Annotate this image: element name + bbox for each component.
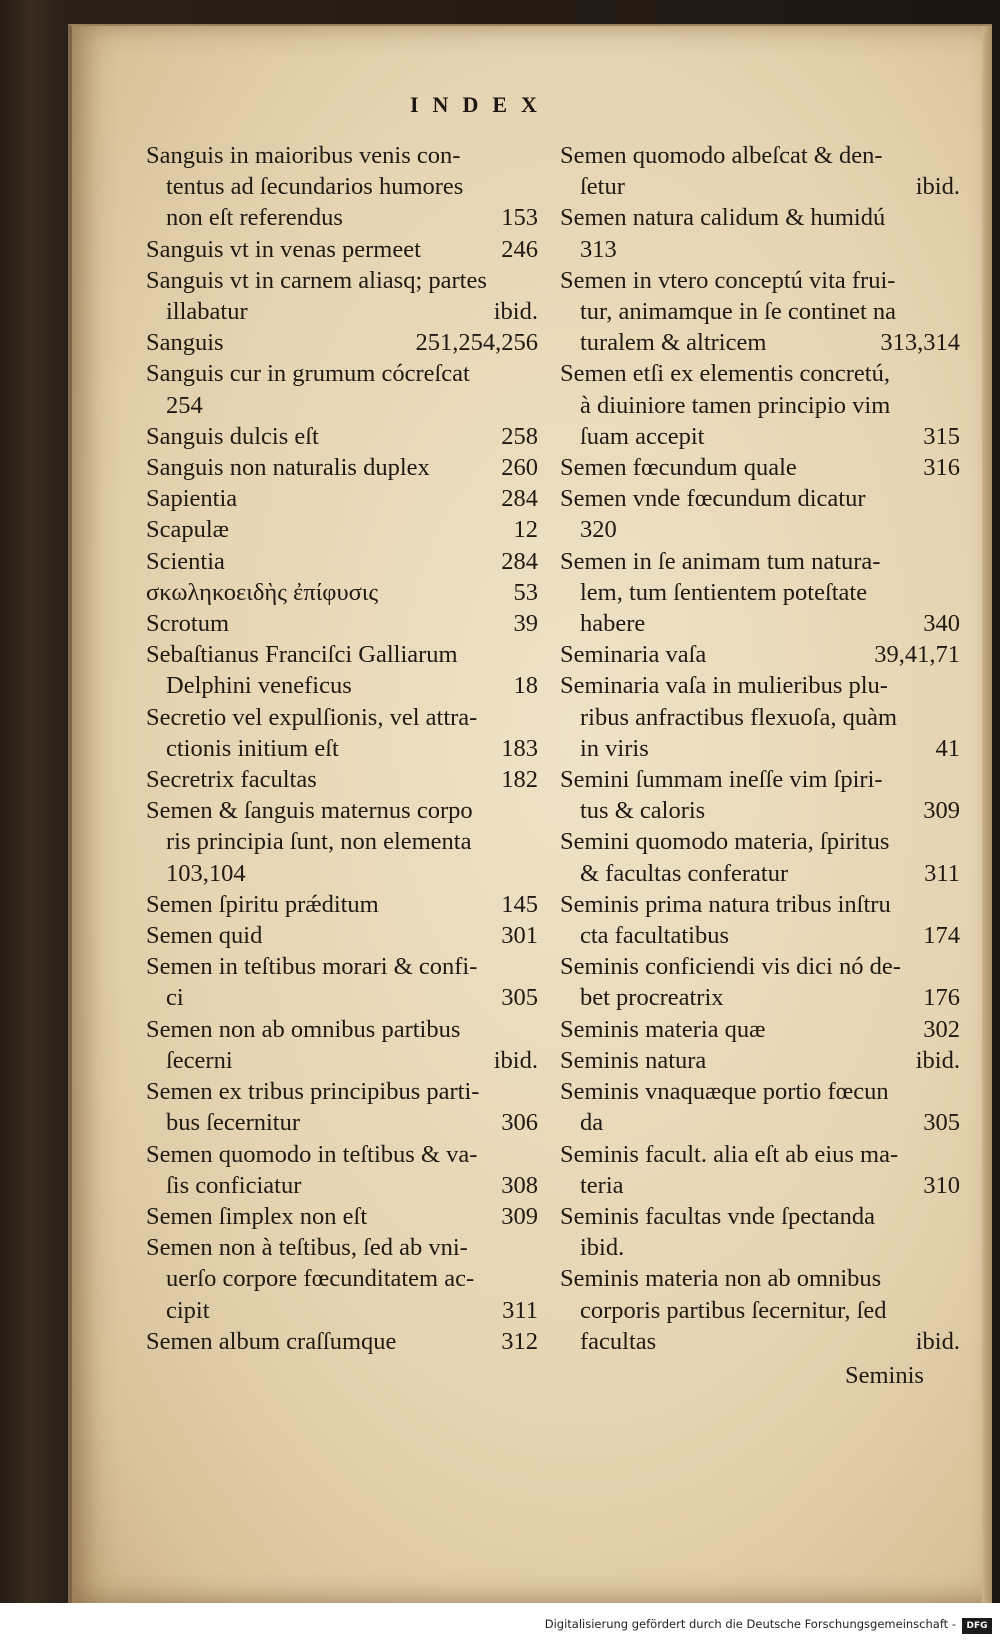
index-line bbox=[146, 1014, 538, 1045]
index-line bbox=[560, 920, 960, 951]
page-reference: 305 bbox=[923, 1109, 960, 1137]
entry-text: 254 bbox=[166, 391, 203, 419]
index-line bbox=[560, 733, 960, 764]
index-entry bbox=[560, 639, 960, 670]
entry-text: uerſo corpore fœcunditatem ac- bbox=[166, 1265, 475, 1293]
index-entry bbox=[560, 202, 960, 264]
index-entry bbox=[146, 1139, 538, 1201]
index-line bbox=[146, 140, 538, 171]
index-entry bbox=[146, 483, 538, 514]
entry-text: Scapulæ bbox=[146, 516, 230, 544]
entry-text: Semen quomodo albeſcat & den- bbox=[560, 142, 883, 169]
page-reference bbox=[528, 639, 538, 670]
running-head: INDEX bbox=[410, 92, 551, 117]
entry-text: Sanguis bbox=[146, 329, 224, 357]
index-line bbox=[560, 577, 960, 608]
page-reference: 308 bbox=[501, 1171, 538, 1199]
entry-text: ctionis initium eſt bbox=[166, 734, 339, 762]
index-entry bbox=[560, 670, 960, 764]
index-entry bbox=[560, 951, 960, 1013]
footer-credit: Digitalisierung gefördert durch die Deutsche Forschungsgemeinschaft - bbox=[544, 1617, 956, 1631]
page-reference bbox=[950, 577, 960, 608]
entry-text: Sanguis in maioribus venis con- bbox=[146, 142, 461, 169]
entry-text: Semen quid bbox=[146, 922, 263, 950]
page-reference: 53 bbox=[513, 578, 538, 606]
entry-text: ſuam accepit bbox=[580, 422, 705, 450]
entry-text: Secretio vel expulſionis, vel attra- bbox=[146, 703, 478, 731]
entry-text: Seminis vnaquæque portio fœcun bbox=[560, 1078, 889, 1106]
page-reference: 12 bbox=[513, 516, 538, 544]
index-entry bbox=[146, 1326, 538, 1357]
index-line bbox=[146, 920, 538, 951]
index-entry bbox=[560, 764, 960, 826]
index-entry bbox=[146, 920, 538, 951]
index-column-right bbox=[560, 140, 960, 1357]
index-line bbox=[560, 1326, 960, 1357]
entry-text: Seminaria vaſa in mulieribus plu- bbox=[560, 672, 888, 700]
page-reference bbox=[528, 702, 538, 733]
entry-text: ibid. bbox=[580, 1234, 625, 1262]
entry-text: Semen quomodo in teſtibus & va- bbox=[146, 1140, 478, 1168]
index-line bbox=[146, 327, 538, 358]
entry-text: 313 bbox=[580, 235, 617, 263]
index-line bbox=[146, 764, 538, 795]
index-entry bbox=[560, 1263, 960, 1357]
page-reference: ibid. bbox=[915, 1046, 960, 1074]
page-reference bbox=[950, 764, 960, 795]
catchword: Seminis bbox=[845, 1362, 924, 1389]
index-line bbox=[560, 1263, 960, 1294]
entry-text: Semen ex tribus principibus parti- bbox=[146, 1078, 480, 1106]
index-line bbox=[560, 951, 960, 982]
page-reference: 305 bbox=[501, 984, 538, 1012]
index-entry bbox=[560, 1045, 960, 1076]
page-reference bbox=[950, 889, 960, 920]
page-reference bbox=[950, 202, 960, 233]
index-line bbox=[560, 1232, 960, 1263]
entry-text: Scrotum bbox=[146, 610, 230, 638]
page-reference: 39 bbox=[513, 610, 538, 638]
entry-text: Semen & ſanguis maternus corpo bbox=[146, 797, 473, 825]
page-reference bbox=[528, 1232, 538, 1263]
page-reference: 258 bbox=[501, 422, 538, 450]
index-line bbox=[560, 171, 960, 202]
entry-text: corporis partibus ſecernitur, ſed bbox=[580, 1296, 887, 1324]
entry-text: Semini ſummam ineſſe vim ſpiri- bbox=[560, 766, 883, 794]
index-line bbox=[146, 702, 538, 733]
page-edge bbox=[982, 26, 992, 1608]
page-reference bbox=[950, 1076, 960, 1107]
index-line bbox=[560, 639, 960, 670]
index-line bbox=[560, 265, 960, 296]
entry-text: ribus anfractibus flexuoſa, quàm bbox=[580, 703, 898, 731]
index-line bbox=[146, 202, 538, 233]
page-reference bbox=[528, 265, 538, 296]
index-line bbox=[146, 483, 538, 514]
index-line bbox=[146, 171, 538, 202]
index-line bbox=[146, 514, 538, 545]
index-entry bbox=[560, 140, 960, 202]
index-line bbox=[146, 826, 538, 857]
entry-text: Semen natura calidum & humidú bbox=[560, 204, 886, 232]
index-line bbox=[560, 358, 960, 389]
index-entry bbox=[146, 421, 538, 452]
page-reference bbox=[950, 1139, 960, 1170]
index-line bbox=[560, 452, 960, 483]
index-line bbox=[560, 826, 960, 857]
page-reference: 310 bbox=[923, 1171, 960, 1199]
index-line bbox=[560, 1295, 960, 1326]
entry-text: Seminis facult. alia eſt ab eius ma- bbox=[560, 1140, 899, 1168]
index-line bbox=[560, 982, 960, 1013]
entry-text: Semen vnde fœcundum dicatur bbox=[560, 485, 866, 513]
index-line bbox=[560, 764, 960, 795]
entry-text: Sanguis vt in carnem aliasq; partes bbox=[146, 266, 487, 294]
page-reference bbox=[528, 140, 538, 171]
index-line bbox=[560, 421, 960, 452]
entry-text: 320 bbox=[580, 516, 617, 544]
entry-text: Semen non ab omnibus partibus bbox=[146, 1015, 461, 1043]
page-reference bbox=[950, 358, 960, 389]
page-reference bbox=[950, 265, 960, 296]
index-entry bbox=[146, 577, 538, 608]
index-line bbox=[146, 234, 538, 265]
index-line bbox=[560, 795, 960, 826]
page-reference: 176 bbox=[923, 984, 960, 1012]
index-entry bbox=[146, 140, 538, 234]
entry-text: bet procreatrix bbox=[580, 984, 724, 1012]
index-entry bbox=[146, 514, 538, 545]
page-reference bbox=[528, 858, 538, 889]
index-line bbox=[560, 608, 960, 639]
index-entry bbox=[560, 483, 960, 545]
index-line bbox=[146, 982, 538, 1013]
entry-text: Semen in teſtibus morari & confi- bbox=[146, 953, 478, 981]
index-line bbox=[560, 202, 960, 233]
index-line bbox=[146, 421, 538, 452]
page-reference: 182 bbox=[501, 766, 538, 794]
entry-text: tus & caloris bbox=[580, 797, 706, 825]
entry-text: Semen in vtero conceptú vita frui- bbox=[560, 266, 896, 294]
page-reference: 306 bbox=[501, 1109, 538, 1137]
entry-text: cipit bbox=[166, 1296, 210, 1324]
entry-text: Semen in ſe animam tum natura- bbox=[560, 547, 881, 575]
index-line bbox=[146, 670, 538, 701]
index-line bbox=[146, 1170, 538, 1201]
index-line bbox=[146, 1076, 538, 1107]
index-line bbox=[146, 1263, 538, 1294]
index-line bbox=[146, 733, 538, 764]
page-reference: 183 bbox=[501, 734, 538, 762]
entry-text: Sanguis cur in grumum cócreſcat bbox=[146, 360, 470, 388]
entry-text: Semini quomodo materia, ſpiritus bbox=[560, 828, 890, 856]
index-entry bbox=[560, 358, 960, 452]
page-reference bbox=[950, 514, 960, 545]
entry-text: Seminis prima natura tribus inſtru bbox=[560, 890, 891, 918]
page-reference: 312 bbox=[501, 1327, 538, 1355]
page-reference: 284 bbox=[501, 547, 538, 575]
index-line bbox=[146, 795, 538, 826]
index-line bbox=[560, 390, 960, 421]
index-line bbox=[560, 889, 960, 920]
index-line bbox=[146, 1139, 538, 1170]
page-reference bbox=[528, 171, 538, 202]
page-reference bbox=[950, 670, 960, 701]
index-entry bbox=[146, 546, 538, 577]
index-line bbox=[560, 483, 960, 514]
index-line bbox=[146, 546, 538, 577]
index-line bbox=[146, 296, 538, 327]
index-entry bbox=[146, 951, 538, 1013]
index-line bbox=[146, 1326, 538, 1357]
entry-text: lem, tum ſentientem poteſtate bbox=[580, 578, 868, 606]
entry-text: Sanguis vt in venas permeet bbox=[146, 235, 421, 263]
page-reference bbox=[528, 1263, 538, 1294]
page-reference bbox=[950, 1295, 960, 1326]
index-entry bbox=[560, 1014, 960, 1045]
page-reference bbox=[950, 234, 960, 265]
entry-text: Semen ſpiritu prǽditum bbox=[146, 890, 379, 918]
index-entry bbox=[146, 795, 538, 889]
page-reference bbox=[528, 358, 538, 389]
entry-text: ci bbox=[166, 984, 184, 1012]
page-reference: 302 bbox=[923, 1015, 960, 1043]
entry-text: tentus ad ſecundarios humores bbox=[166, 173, 464, 201]
page-reference bbox=[528, 826, 538, 857]
index-line bbox=[146, 577, 538, 608]
index-line bbox=[146, 1201, 538, 1232]
page-reference: 315 bbox=[923, 422, 960, 450]
page-reference bbox=[950, 390, 960, 421]
index-entry bbox=[146, 608, 538, 639]
index-line bbox=[560, 670, 960, 701]
index-line bbox=[146, 639, 538, 670]
page-reference: 311 bbox=[502, 1296, 538, 1324]
page-reference bbox=[528, 951, 538, 982]
entry-text: Sebaſtianus Franciſci Galliarum bbox=[146, 641, 458, 669]
page-reference: 153 bbox=[501, 204, 538, 232]
index-line bbox=[146, 1045, 538, 1076]
index-line bbox=[560, 1014, 960, 1045]
index-line bbox=[560, 1107, 960, 1138]
entry-text: ris principia ſunt, non elementa bbox=[166, 828, 472, 856]
page-reference: 340 bbox=[923, 610, 960, 638]
dfg-logo-icon: DFG bbox=[962, 1618, 992, 1634]
page-reference bbox=[950, 1232, 960, 1263]
index-line bbox=[146, 358, 538, 389]
index-line bbox=[146, 889, 538, 920]
index-entry bbox=[560, 546, 960, 640]
index-entry bbox=[560, 826, 960, 888]
index-entry bbox=[560, 1201, 960, 1263]
entry-text: à diuiniore tamen principio vim bbox=[580, 391, 891, 419]
page-reference bbox=[950, 140, 960, 171]
index-entry bbox=[560, 265, 960, 359]
entry-text: Semen fœcundum quale bbox=[560, 454, 797, 482]
entry-text: cta facultatibus bbox=[580, 922, 729, 950]
page-reference: 301 bbox=[501, 922, 538, 950]
page-reference bbox=[528, 390, 538, 421]
page-reference: 251,254,256 bbox=[415, 329, 538, 357]
index-entry bbox=[146, 1076, 538, 1138]
index-entry bbox=[146, 639, 538, 701]
index-line bbox=[560, 327, 960, 358]
entry-text: bus ſecernitur bbox=[166, 1109, 301, 1137]
page-reference: 18 bbox=[513, 672, 538, 700]
entry-text: Semen etſi ex elementis concretú, bbox=[560, 360, 890, 388]
entry-text: habere bbox=[580, 610, 646, 638]
index-entry bbox=[146, 1232, 538, 1326]
index-line bbox=[560, 858, 960, 889]
entry-text: Seminis natura bbox=[560, 1046, 707, 1074]
entry-text: σκωληκοειδὴς ἐπίφυσις bbox=[146, 578, 379, 606]
page-reference: 246 bbox=[501, 235, 538, 263]
index-entry bbox=[146, 889, 538, 920]
page-reference bbox=[950, 483, 960, 514]
index-line bbox=[560, 514, 960, 545]
index-line bbox=[560, 1076, 960, 1107]
index-line bbox=[560, 1201, 960, 1232]
page-reference: ibid. bbox=[493, 1046, 538, 1074]
page-reference: 284 bbox=[501, 485, 538, 513]
entry-text: ſis conficiatur bbox=[166, 1171, 302, 1199]
page-reference bbox=[950, 1263, 960, 1294]
index-line bbox=[560, 702, 960, 733]
index-line bbox=[146, 1107, 538, 1138]
index-line bbox=[146, 452, 538, 483]
entry-text: ſetur bbox=[580, 173, 625, 201]
index-entry bbox=[560, 889, 960, 951]
digitization-footer bbox=[0, 1603, 1000, 1643]
index-line bbox=[146, 951, 538, 982]
entry-text: 103,104 bbox=[166, 859, 246, 887]
index-line bbox=[560, 1045, 960, 1076]
index-column-left bbox=[146, 140, 538, 1357]
entry-text: Seminaria vaſa bbox=[560, 641, 707, 669]
index-entry bbox=[560, 452, 960, 483]
index-entry bbox=[146, 358, 538, 420]
entry-text: Delphini veneficus bbox=[166, 672, 352, 700]
page-reference: 309 bbox=[923, 797, 960, 825]
entry-text: Scientia bbox=[146, 547, 225, 575]
index-entry bbox=[146, 265, 538, 327]
index-line bbox=[146, 608, 538, 639]
entry-text: ſecerni bbox=[166, 1046, 233, 1074]
index-line bbox=[146, 390, 538, 421]
entry-text: tur, animamque in ſe continet na bbox=[580, 298, 897, 326]
entry-text: & facultas conferatur bbox=[580, 859, 789, 887]
index-entry bbox=[560, 1076, 960, 1138]
entry-text: Seminis materia non ab omnibus bbox=[560, 1265, 882, 1293]
page-reference: 260 bbox=[501, 454, 538, 482]
entry-text: da bbox=[580, 1109, 604, 1137]
index-entry bbox=[146, 234, 538, 265]
page-reference: 316 bbox=[923, 454, 960, 482]
entry-text: facultas bbox=[580, 1327, 657, 1355]
index-line bbox=[146, 1232, 538, 1263]
index-line bbox=[146, 1295, 538, 1326]
entry-text: non eſt referendus bbox=[166, 204, 343, 232]
index-line bbox=[560, 140, 960, 171]
page-reference: 313,314 bbox=[880, 329, 960, 357]
page-reference: 39,41,71 bbox=[874, 641, 960, 669]
entry-text: turalem & altricem bbox=[580, 329, 767, 357]
page-reference bbox=[950, 702, 960, 733]
index-line bbox=[146, 265, 538, 296]
entry-text: Semen album craſſumque bbox=[146, 1327, 397, 1355]
page-reference bbox=[528, 1014, 538, 1045]
page-reference: ibid. bbox=[915, 173, 960, 201]
index-entry bbox=[146, 327, 538, 358]
entry-text: Sanguis dulcis eſt bbox=[146, 422, 319, 450]
entry-text: Sanguis non naturalis duplex bbox=[146, 454, 430, 482]
page-reference bbox=[950, 546, 960, 577]
page-reference: ibid. bbox=[915, 1327, 960, 1355]
index-entry bbox=[146, 702, 538, 764]
entry-text: in viris bbox=[580, 734, 649, 762]
entry-text: Sapientia bbox=[146, 485, 238, 513]
index-line bbox=[560, 546, 960, 577]
index-entry bbox=[146, 764, 538, 795]
page-reference: 311 bbox=[924, 859, 960, 887]
entry-text: Seminis conficiendi vis dici nó de- bbox=[560, 953, 901, 981]
page-reference: ibid. bbox=[493, 298, 538, 326]
entry-text: illabatur bbox=[166, 298, 248, 326]
index-line bbox=[560, 296, 960, 327]
page-reference: 309 bbox=[501, 1202, 538, 1230]
entry-text: Seminis facultas vnde ſpectanda bbox=[560, 1202, 875, 1230]
entry-text: Semen ſimplex non eſt bbox=[146, 1202, 368, 1230]
page-reference bbox=[950, 1201, 960, 1232]
index-line bbox=[146, 858, 538, 889]
index-entry bbox=[146, 1014, 538, 1076]
entry-text: Seminis materia quæ bbox=[560, 1015, 766, 1043]
entry-text: Semen non à teſtibus, ſed ab vni- bbox=[146, 1234, 468, 1262]
page-reference bbox=[528, 1139, 538, 1170]
page-reference bbox=[950, 296, 960, 327]
index-line bbox=[560, 234, 960, 265]
page-reference: 174 bbox=[923, 922, 960, 950]
index-entry bbox=[146, 452, 538, 483]
index-line bbox=[560, 1139, 960, 1170]
page-reference: 41 bbox=[935, 734, 960, 762]
page-reference bbox=[950, 951, 960, 982]
page-reference: 145 bbox=[501, 890, 538, 918]
entry-text: teria bbox=[580, 1171, 624, 1199]
page-reference bbox=[528, 795, 538, 826]
page-reference bbox=[528, 1076, 538, 1107]
entry-text: Secretrix facultas bbox=[146, 766, 317, 794]
index-entry bbox=[560, 1139, 960, 1201]
page-reference bbox=[950, 826, 960, 857]
index-line bbox=[560, 1170, 960, 1201]
index-entry bbox=[146, 1201, 538, 1232]
